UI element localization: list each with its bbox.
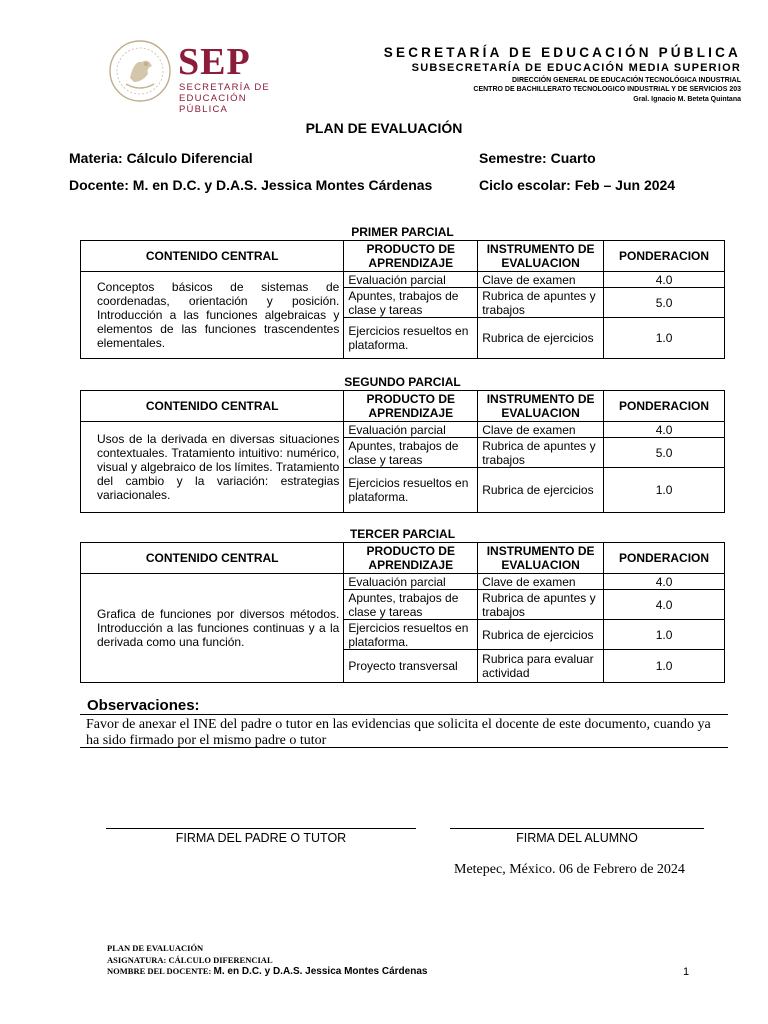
instrumento-cell: Clave de examen: [478, 272, 604, 288]
place-date: Metepec, México. 06 de Febrero de 2024: [454, 862, 685, 877]
contenido-central-cell: Grafica de funciones por diversos métodos. Introducción a las funciones continuas y a la derivada como una función.: [81, 574, 344, 683]
col-header-producto: PRODUCTO DE APRENDIZAJE: [344, 391, 478, 422]
instrumento-cell: Clave de examen: [478, 574, 604, 590]
ciclo-field: Ciclo escolar: Feb – Jun 2024: [479, 177, 676, 193]
firma-alumno-label: FIRMA DEL ALUMNO: [516, 831, 638, 845]
signature-line-alumno: [450, 828, 704, 829]
ponderacion-cell: 4.0: [604, 422, 725, 438]
mexico-seal-icon: [108, 38, 172, 104]
observaciones-title: Observaciones:: [87, 697, 200, 714]
table-primer-parcial: [80, 240, 725, 359]
firma-padre-label: FIRMA DEL PADRE O TUTOR: [175, 831, 347, 845]
observaciones-text: Favor de anexar el INE del padre o tutor en las evidencias que solicita el docente de este documento, cuando ya ha sido firmado por el mismo padre o tutor: [80, 714, 728, 748]
col-header-ponderacion: PONDERACION: [604, 543, 725, 574]
table-segundo-parcial: [80, 390, 725, 513]
instrumento-cell: Rubrica para evaluar actividad: [478, 650, 604, 683]
section-title-tercer-parcial: TERCER PARCIAL: [349, 527, 456, 541]
header-direccion: DIRECCIÓN GENERAL DE EDUCACIÓN TECNOLÓGICA INDUSTRIAL: [511, 77, 741, 84]
materia-field: Materia: Cálculo Diferencial: [69, 150, 253, 166]
section-title-segundo-parcial: SEGUNDO PARCIAL: [344, 375, 461, 389]
producto-cell: Apuntes, trabajos de clase y tareas: [344, 288, 478, 318]
ponderacion-cell: 4.0: [604, 574, 725, 590]
col-header-instrumento: INSTRUMENTO DE EVALUACION: [478, 391, 604, 422]
footer-asignatura: ASIGNATURA: CÁLCULO DIFERENCIAL: [107, 955, 273, 965]
producto-cell: Evaluación parcial: [344, 422, 478, 438]
producto-cell: Ejercicios resueltos en plataforma.: [344, 468, 478, 513]
header-school-name: Gral. Ignacio M. Beteta Quintana: [633, 96, 741, 103]
header-secretaria: SECRETARÍA DE EDUCACIÓN PÚBLICA: [383, 45, 741, 60]
producto-cell: Apuntes, trabajos de clase y tareas: [344, 590, 478, 620]
instrumento-cell: Rubrica de apuntes y trabajos: [478, 288, 604, 318]
contenido-central-cell: Conceptos básicos de sistemas de coordenadas, orientación y posición. Introducción a las funciones algebraicas y elementos de las funciones trascendentes elementales.: [81, 272, 344, 359]
ponderacion-cell: 4.0: [604, 272, 725, 288]
page-title: PLAN DE EVALUACIÓN: [305, 120, 463, 136]
col-header-producto: PRODUCTO DE APRENDIZAJE: [344, 543, 478, 574]
instrumento-cell: Rubrica de ejercicios: [478, 620, 604, 650]
table-header-row: [81, 391, 725, 422]
footer-doc-title: PLAN DE EVALUACIÓN: [107, 943, 204, 953]
docente-field: Docente: M. en D.C. y D.A.S. Jessica Montes Cárdenas: [69, 177, 433, 193]
sep-subtitle: [179, 82, 298, 115]
footer-docente-label: NOMBRE DEL DOCENTE:: [107, 966, 212, 976]
col-header-instrumento: INSTRUMENTO DE EVALUACION: [478, 241, 604, 272]
page-number: 1: [683, 966, 690, 978]
semestre-field: Semestre: Cuarto: [479, 150, 596, 166]
producto-cell: Ejercicios resueltos en plataforma.: [344, 318, 478, 359]
table-row: [81, 422, 725, 438]
producto-cell: Evaluación parcial: [344, 272, 478, 288]
col-header-contenido: CONTENIDO CENTRAL: [81, 241, 344, 272]
sep-subtitle-line2: EDUCACIÓN PÚBLICA: [179, 93, 247, 115]
col-header-producto: PRODUCTO DE APRENDIZAJE: [344, 241, 478, 272]
col-header-contenido: CONTENIDO CENTRAL: [81, 543, 344, 574]
table-header-row: [81, 543, 725, 574]
col-header-ponderacion: PONDERACION: [604, 391, 725, 422]
col-header-ponderacion: PONDERACION: [604, 241, 725, 272]
ponderacion-cell: 5.0: [604, 288, 725, 318]
instrumento-cell: Rubrica de apuntes y trabajos: [478, 438, 604, 468]
producto-cell: Evaluación parcial: [344, 574, 478, 590]
col-header-instrumento: INSTRUMENTO DE EVALUACION: [478, 543, 604, 574]
table-tercer-parcial: [80, 542, 725, 683]
contenido-central-cell: Usos de la derivada en diversas situaciones contextuales. Tratamiento intuitivo: numérico, visual y algebraico de los límites. Tratamiento del cambio y la variación: estrategias variacionales.: [81, 422, 344, 513]
footer-docente-name: M. en D.C. y D.A.S. Jessica Montes Cárdenas: [213, 966, 428, 977]
header-subsecretaria: SUBSECRETARÍA DE EDUCACIÓN MEDIA SUPERIOR: [411, 62, 741, 74]
instrumento-cell: Rubrica de ejercicios: [478, 468, 604, 513]
producto-cell: Proyecto transversal: [344, 650, 478, 683]
signature-line-padre: [106, 828, 416, 829]
sep-subtitle-line1: SECRETARÍA DE: [179, 82, 270, 93]
header-centro: CENTRO DE BACHILLERATO TECNOLOGICO INDUSTRIAL Y DE SERVICIOS 203: [473, 86, 741, 93]
sep-wordmark: SEP: [178, 41, 251, 83]
instrumento-cell: Rubrica de apuntes y trabajos: [478, 590, 604, 620]
ponderacion-cell: 1.0: [604, 620, 725, 650]
table-row: [81, 574, 725, 590]
instrumento-cell: Clave de examen: [478, 422, 604, 438]
footer-docente: [107, 966, 427, 977]
sep-logo: [108, 38, 298, 115]
ponderacion-cell: 1.0: [604, 468, 725, 513]
ponderacion-cell: 1.0: [604, 318, 725, 359]
table-row: [81, 272, 725, 288]
col-header-contenido: CONTENIDO CENTRAL: [81, 391, 344, 422]
ponderacion-cell: 5.0: [604, 438, 725, 468]
section-title-primer-parcial: PRIMER PARCIAL: [351, 225, 454, 239]
ponderacion-cell: 4.0: [604, 590, 725, 620]
ponderacion-cell: 1.0: [604, 650, 725, 683]
table-header-row: [81, 241, 725, 272]
producto-cell: Apuntes, trabajos de clase y tareas: [344, 438, 478, 468]
instrumento-cell: Rubrica de ejercicios: [478, 318, 604, 359]
producto-cell: Ejercicios resueltos en plataforma.: [344, 620, 478, 650]
